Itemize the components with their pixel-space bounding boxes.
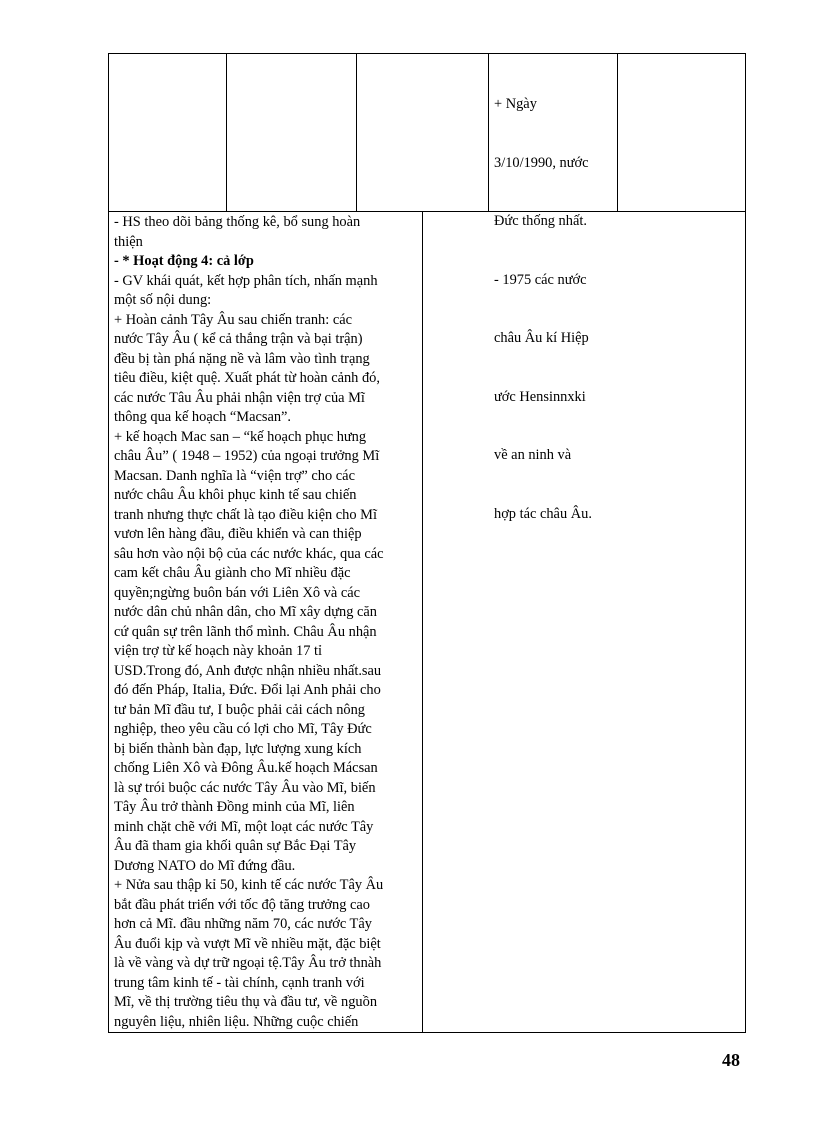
text-line: thông qua kế hoạch “Macsan”. (114, 409, 292, 425)
text-line: hợp tác châu Âu. (494, 505, 592, 522)
row-divider (108, 211, 746, 212)
text-line: một số nội dung: (114, 292, 212, 308)
text-line: 3/10/1990, nước (494, 154, 589, 171)
text-line: - GV khái quát, kết hợp phân tích, nhấn mạnh (114, 272, 378, 289)
text-line: nghiệp, theo yêu cầu có lợi cho Mĩ, Tây Đức (114, 721, 372, 737)
text-line: sâu hơn vào nội bộ của các nước khác, qua các (114, 545, 384, 562)
text-line: + Hoàn cảnh Tây Âu sau chiến tranh: các (114, 311, 353, 328)
text-line: trung tâm kinh tế - tài chính, cạnh tranh với (114, 974, 365, 991)
text-line: ước Hensinnxki (494, 388, 586, 405)
text-line: đó đến Pháp, Italia, Đức. Đổi lại Anh phải cho (114, 682, 381, 698)
top-col-line-3 (356, 53, 357, 211)
text-line: chống Liên Xô và Đông Âu.kế hoạch Mácsan (114, 760, 378, 776)
main-cell-text (114, 213, 420, 1032)
text-line: về an ninh và (494, 447, 572, 463)
text-line: đều bị tàn phá nặng nề và lâm vào tình trạng (114, 350, 370, 367)
text-line: châu Âu” ( 1948 – 1952) của ngoại trưởng Mĩ (114, 448, 380, 464)
top-col-line-4 (488, 53, 489, 211)
text-line: là về vàng và dự trữ ngoại tệ.Tây Âu trở thnàh (114, 955, 382, 971)
text-line: tiêu điều, kiệt quệ. Xuất phát từ hoàn cảnh đó, (114, 370, 380, 386)
top-col-line-5 (617, 53, 618, 211)
top-col-line-2 (226, 53, 227, 211)
top-cell-4-text (494, 56, 616, 544)
text-line: cam kết châu Âu giành cho Mĩ nhiều đặc (114, 565, 351, 581)
table-top-border (108, 53, 746, 54)
text-line: quyền;ngừng buôn bán với Liên Xô và các (114, 584, 360, 601)
text-line: nguyên liệu, nhiên liệu. Những cuộc chiến (114, 1013, 359, 1030)
text-line: USD.Trong đó, Anh được nhận nhiều nhất.sau (114, 662, 382, 679)
section-heading: - * Hoạt động 4: cả lớp (114, 253, 254, 269)
text-line: Macsan. Danh nghĩa là “viện trợ” cho các (114, 467, 355, 484)
text-line: Âu đuổi kịp và vượt Mĩ về nhiều mặt, đặc biệt (114, 935, 381, 952)
text-line: Đức thống nhất. (494, 213, 587, 229)
text-line: + kế hoạch Mac san – “kế hoạch phục hưng (114, 428, 367, 445)
text-line: châu Âu kí Hiệp (494, 330, 589, 346)
text-line: Dương NATO do Mĩ đứng đầu. (114, 857, 296, 874)
text-line: nước châu Âu khôi phục kinh tế sau chiến (114, 487, 357, 503)
text-line: hơn cả Mĩ. đầu những năm 70, các nước Tây (114, 916, 372, 932)
text-line: minh chặt chẽ với Mĩ, một loạt các nước Tây (114, 818, 374, 835)
text-line: Âu đã tham gia khối quân sự Bắc Đại Tây (114, 838, 357, 854)
col-line-right (745, 53, 746, 1033)
text-line: thiện (114, 233, 143, 250)
text-line: nước dân chủ nhân dân, cho Mĩ xây dựng căn (114, 604, 377, 620)
text-line: nước Tây Âu ( kể cả thắng trận và bại trận) (114, 331, 363, 347)
text-line: + Ngày (494, 96, 537, 112)
text-line: viện trợ từ kế hoạch này khoản 17 tỉ (114, 643, 323, 659)
col-line-left (108, 53, 109, 1033)
text-line: vươn lên hàng đầu, điều khiển và can thiệp (114, 526, 362, 542)
text-line: tranh nhưng thực chất là tạo điều kiện cho Mĩ (114, 506, 377, 523)
main-col-divider (422, 211, 423, 1033)
text-line: các nước Tâu Âu phải nhận viện trợ của Mĩ (114, 389, 365, 406)
page-number: 48 (722, 1050, 740, 1070)
table-bottom-border (108, 1032, 746, 1033)
text-line: là sự trói buộc các nước Tây Âu vào Mĩ, biến (114, 779, 376, 796)
text-line: bị biến thành bàn đạp, lực lượng xung kích (114, 740, 362, 757)
text-line: - 1975 các nước (494, 271, 587, 288)
text-line: Tây Âu trở thành Đồng minh của Mĩ, liên (114, 799, 355, 815)
text-line: cứ quân sự trên lãnh thổ mình. Châu Âu nhận (114, 623, 377, 640)
text-line: - HS theo dõi bảng thống kê, bổ sung hoàn (114, 214, 361, 230)
text-line: bắt đầu phát triển với tốc độ tăng trưởng cao (114, 896, 370, 913)
text-line: Mĩ, về thị trường tiêu thụ và đầu tư, về nguồn (114, 994, 378, 1010)
text-line: + Nửa sau thập kỉ 50, kinh tế các nước Tây Âu (114, 877, 384, 893)
text-line: tư bản Mĩ đầu tư, I buộc phải cải cách nông (114, 701, 365, 718)
